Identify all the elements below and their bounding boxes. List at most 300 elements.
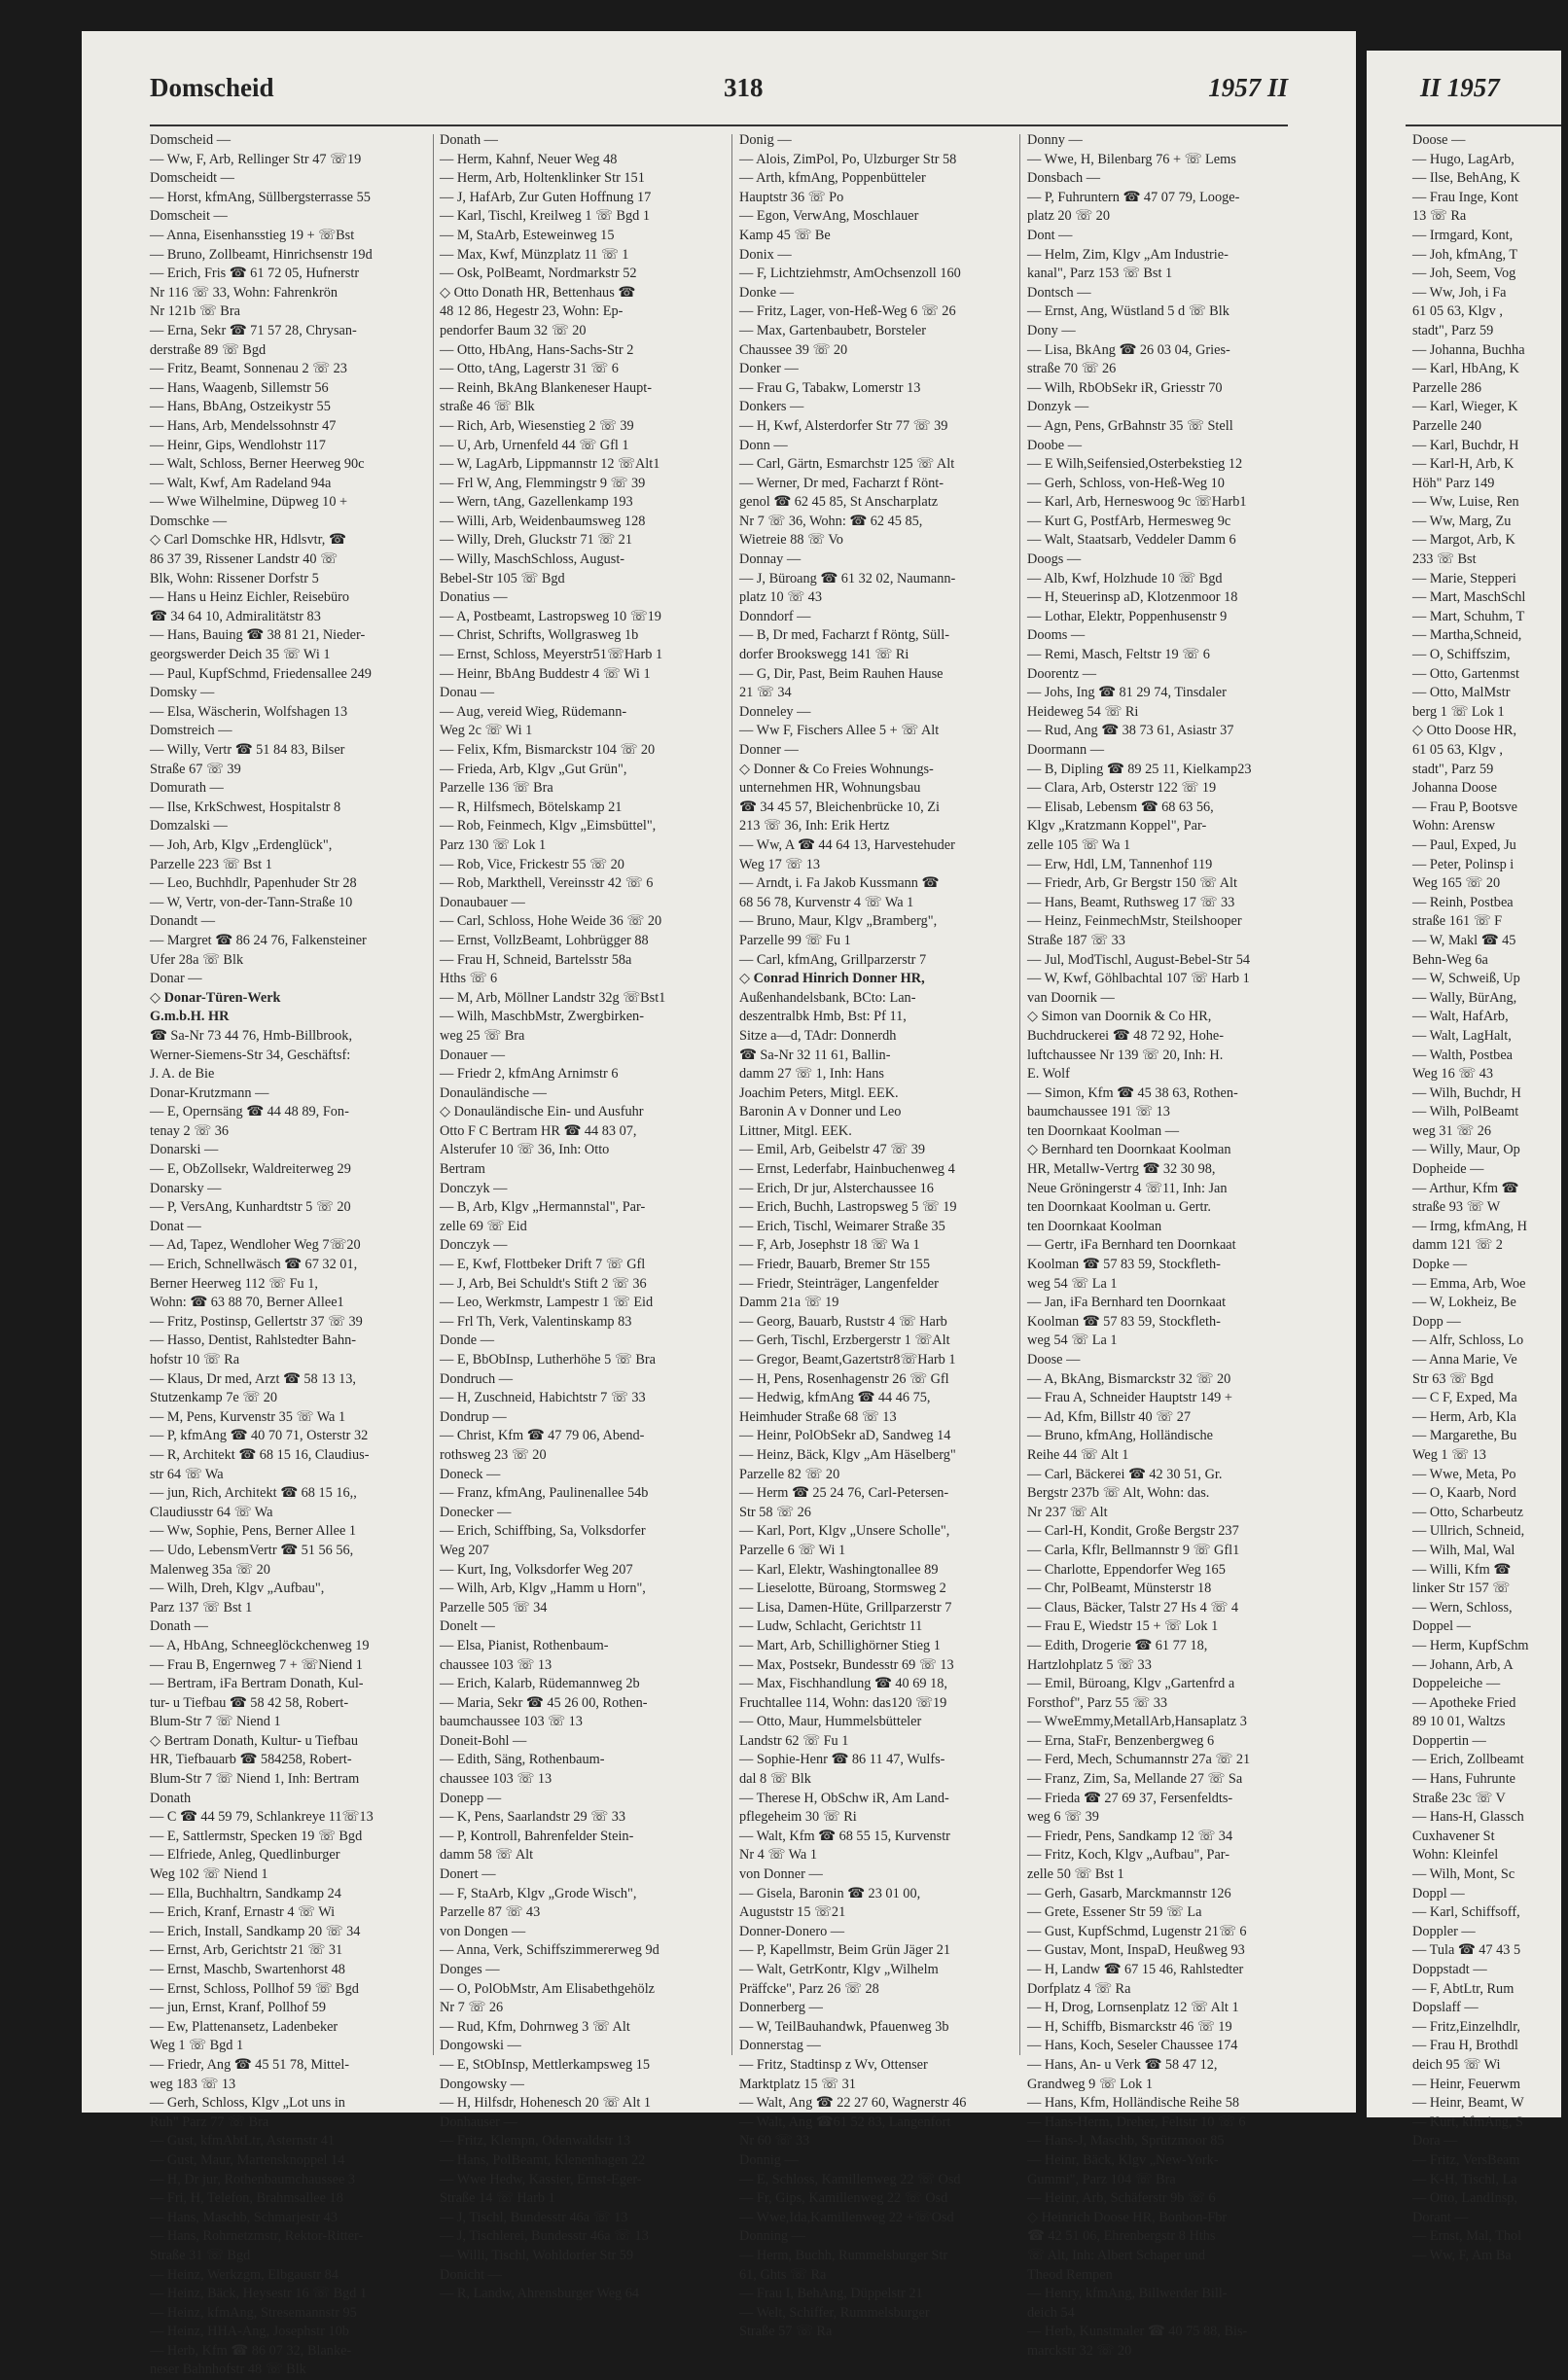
directory-entry-line: — J, Arb, Bei Schuldt's Stift 2 ☏ 36 <box>440 1275 647 1292</box>
directory-entry-line: — Arndt, i. Fa Jakob Kussmann ☎ <box>739 875 940 892</box>
directory-entry-line: 61, Ghts ☏ Ra <box>739 2266 827 2283</box>
directory-entry-line: Parz 137 ☏ Bst 1 <box>150 1599 253 1616</box>
directory-entry-line: — J, Büroang ☎ 61 32 02, Naumann- <box>739 570 956 586</box>
directory-entry-line: ◇ Heinrich Doose HR, Bonbon-Fbr <box>1027 2209 1228 2225</box>
directory-entry-line: marckstr 32 ☏ 20 <box>1027 2342 1132 2359</box>
directory-entry-line: — M, Pens, Kurvenstr 35 ☏ Wa 1 <box>150 1408 346 1425</box>
directory-entry-line: — H, Hilfsdr, Hohenesch 20 ☏ Alt 1 <box>440 2095 652 2112</box>
directory-entry-line: — Gustav, Mont, InspaD, Heußweg 93 <box>1027 1942 1245 1959</box>
directory-entry-line: Doose — <box>1412 132 1466 148</box>
directory-entry-line: — Rud, Kfm, Dohrnweg 3 ☏ Alt <box>440 2018 630 2035</box>
directory-entry-line: Donker — <box>739 361 799 377</box>
directory-entry-line: straße 46 ☏ Blk <box>440 399 535 415</box>
directory-entry-line: Weg 1 ☏ 13 <box>1412 1446 1486 1463</box>
directory-entry-line: ten Doornkaat Koolman <box>1027 1218 1162 1234</box>
directory-entry-line: — Johs, Ing ☎ 81 29 74, Tinsdaler <box>1027 685 1227 701</box>
directory-entry-line: ◇ Conrad Hinrich Donner HR, <box>739 971 925 987</box>
directory-entry-line: — Heinz, Werkzgm, Elbgaustr 84 <box>150 2266 339 2283</box>
directory-entry-line: Buchdruckerei ☎ 48 72 92, Hohe- <box>1027 1027 1225 1044</box>
directory-entry-line: — Ferd, Mech, Schumannstr 27a ☏ 21 <box>1027 1752 1251 1768</box>
directory-entry-line: — F, StaArb, Klgv „Grode Wisch", <box>440 1885 637 1901</box>
directory-entry-line: Malenweg 35a ☏ 20 <box>150 1561 270 1578</box>
directory-entry-line: — Gerh, Tischl, Erzbergerstr 1 ☏Alt <box>739 1332 950 1349</box>
directory-entry-line: — Leo, Buchhdlr, Papenhuder Str 28 <box>150 875 357 892</box>
directory-entry-line: — Hans, Maschb, Schmarjestr 43 <box>150 2209 338 2225</box>
directory-entry-line: — Hasso, Dentist, Rahlstedter Bahn- <box>150 1332 357 1349</box>
directory-entry-line: — Hans, Fuhrunte <box>1412 1771 1516 1788</box>
directory-entry-line: Bertram <box>440 1161 485 1178</box>
directory-entry-line: — Elisab, Lebensm ☎ 68 63 56, <box>1027 799 1214 815</box>
directory-entry-line: Auguststr 15 ☏21 <box>739 1904 846 1921</box>
directory-entry-line: ☎ 34 45 57, Bleichenbrücke 10, Zi <box>739 799 941 815</box>
directory-entry-line: — Willi, Tischl, Wohldorfer Str 59 <box>440 2247 634 2263</box>
directory-entry-line: Donndorf — <box>739 608 811 624</box>
directory-entry-line: Alsterufer 10 ☏ 36, Inh: Otto <box>440 1142 610 1158</box>
header-year: 1957 II <box>1208 73 1288 102</box>
directory-entry-line: — Fritz, Stadtinsp z Wv, Ottenser <box>739 2056 928 2073</box>
directory-entry-line: — Friedr 2, kfmAng Arnimstr 6 <box>440 1066 619 1083</box>
directory-entry-line: Doormann — <box>1027 742 1105 758</box>
directory-entry-line: — Gerh, Schloss, von-Heß-Weg 10 <box>1027 475 1225 491</box>
directory-entry-line: — F, Arb, Josephstr 18 ☏ Wa 1 <box>739 1237 920 1254</box>
directory-entry-line: — Hans, An- u Verk ☎ 58 47 12, <box>1027 2056 1218 2073</box>
directory-entry-line: — Emma, Arb, Woe <box>1412 1275 1526 1292</box>
directory-entry-line: Donn — <box>739 437 788 453</box>
directory-entry-line: pflegeheim 30 ☏ Ri <box>739 1809 857 1826</box>
directory-entry-line: — Walt, Staatsarb, Veddeler Damm 6 <box>1027 532 1236 549</box>
directory-entry-line: Straße 57 ☏ Ra <box>739 2324 833 2340</box>
directory-entry-line: Nr 60 ☏ 33 <box>739 2133 810 2149</box>
directory-entry-line: Straße 14 ☏ Harb 1 <box>440 2190 555 2207</box>
directory-entry-line: E. Wolf <box>1027 1066 1070 1083</box>
directory-entry-line: — H, Drog, Lornsenplatz 12 ☏ Alt 1 <box>1027 2000 1239 2016</box>
directory-entry-line: — Wern, Schloss, <box>1412 1599 1513 1616</box>
directory-entry-line: ☏ Alt, Inh: Albert Schaper und <box>1027 2247 1206 2263</box>
directory-entry-line: — Wwe Wilhelmine, Düpweg 10 + <box>150 494 348 511</box>
directory-entry-line: — Heinr, Beamt, W <box>1412 2095 1524 2112</box>
directory-entry-line: straße 161 ☏ F <box>1412 913 1503 930</box>
directory-entry-line: — Erich, Zollbeamt <box>1412 1752 1524 1768</box>
directory-entry-line: — Anna Marie, Ve <box>1412 1352 1517 1368</box>
directory-entry-line: — Wilh, RbObSekr iR, Griesstr 70 <box>1027 379 1223 396</box>
directory-entry-line: — E, BbObInsp, Lutherhöhe 5 ☏ Bra <box>440 1352 656 1368</box>
directory-entry-line: — Margret ☎ 86 24 76, Falkensteiner <box>150 932 367 948</box>
directory-entry-line: Joachim Peters, Mitgl. EEK. <box>739 1084 899 1101</box>
directory-entry-line: Dopke — <box>1412 1257 1467 1273</box>
column-divider <box>731 134 732 2055</box>
directory-entry-line: Str 58 ☏ 26 <box>739 1504 811 1520</box>
directory-entry-line: Doppel — <box>1412 1618 1471 1635</box>
directory-entry-line: Klgv „Kratzmann Koppel", Par- <box>1027 818 1207 835</box>
directory-entry-line: Heimhuder Straße 68 ☏ 13 <box>739 1408 897 1425</box>
directory-entry-line: Donicht — <box>440 2266 502 2283</box>
directory-entry-line: Littner, Mitgl. EEK. <box>739 1122 852 1139</box>
directory-entry-line: ☎ Sa-Nr 73 44 76, Hmb-Billbrook, <box>150 1027 353 1044</box>
directory-entry-line: — Herb, Kunstmaler ☎ 40 75 88, Bis- <box>1027 2324 1248 2340</box>
directory-entry-line: neser Bahnhofstr 48 ☏ Blk <box>150 2362 306 2378</box>
directory-entry-line: hofstr 10 ☏ Ra <box>150 1352 240 1368</box>
directory-entry-line: — Erich, Fris ☎ 61 72 05, Hufnerstr <box>150 266 360 282</box>
directory-entry-line: Straße 67 ☏ 39 <box>150 761 241 777</box>
directory-entry-line: luftchaussee Nr 139 ☏ 20, Inh: H. <box>1027 1047 1224 1063</box>
directory-entry-line: platz 20 ☏ 20 <box>1027 208 1110 225</box>
directory-entry-line: Otto F C Bertram HR ☎ 44 83 07, <box>440 1122 637 1139</box>
directory-entry-line: — Franz, kfmAng, Paulinenallee 54b <box>440 1485 649 1502</box>
directory-entry-line: Parz 130 ☏ Lok 1 <box>440 836 547 853</box>
directory-entry-line: Domscheidt — <box>150 170 234 187</box>
directory-entry-line: — A, BkAng, Bismarckstr 32 ☏ 20 <box>1027 1370 1231 1387</box>
directory-entry-line: Parzelle 240 <box>1412 417 1482 434</box>
directory-entry-line: 13 ☏ Ra <box>1412 208 1467 225</box>
directory-entry-line: Höh" Parz 149 <box>1412 475 1495 491</box>
directory-entry-line: — Frl Th, Verk, Valentinskamp 83 <box>440 1313 632 1330</box>
directory-entry-line: — H, Landw ☎ 67 15 46, Rahlstedter <box>1027 1962 1244 1977</box>
directory-entry-line: weg 183 ☏ 13 <box>150 2076 236 2092</box>
directory-entry-line: — M, Arb, Möllner Landstr 32g ☏Bst1 <box>440 989 666 1006</box>
directory-entry-line: straße 70 ☏ 26 <box>1027 361 1117 377</box>
directory-entry-line: Donix — <box>739 246 792 263</box>
directory-entry-line: tur- u Tiefbau ☎ 58 42 58, Robert- <box>150 1694 349 1711</box>
directory-entry-line: Parzelle 87 ☏ 43 <box>440 1904 541 1921</box>
directory-entry-line: — C ☎ 44 59 79, Schlankreye 11☏13 <box>150 1809 374 1826</box>
directory-entry-line: — W, Vertr, von-der-Tann-Straße 10 <box>150 894 353 910</box>
directory-entry-line: — Ludw, Schlacht, Gerichtstr 11 <box>739 1618 923 1635</box>
directory-entry-line: — W, Makl ☎ 45 <box>1412 932 1516 948</box>
directory-entry-line: — Karl-H, Arb, K <box>1412 456 1515 473</box>
directory-entry-line: — Erich, Kalarb, Rüdemannweg 2b <box>440 1676 640 1692</box>
directory-entry-line: Wietreie 88 ☏ Vo <box>739 532 843 549</box>
directory-entry-line: — Irmgard, Kont, <box>1412 227 1514 243</box>
directory-entry-line: — Frau I, BehAng, Düppelstr 21 <box>739 2286 923 2302</box>
directory-entry-line: — B, Dipling ☎ 89 25 11, Kielkamp23 <box>1027 761 1252 777</box>
directory-entry-line: — Reinh, BkAng Blankeneser Haupt- <box>440 379 652 396</box>
directory-entry-line: — E, Sattlermstr, Specken 19 ☏ Bgd <box>150 1828 363 1844</box>
directory-entry-line: Donny — <box>1027 132 1083 148</box>
directory-entry-line: — Frau P, Bootsve <box>1412 799 1518 815</box>
directory-entry-line: Dontsch — <box>1027 284 1091 301</box>
directory-entry-line: Weg 2c ☏ Wi 1 <box>440 723 533 739</box>
directory-entry-line: Dopslaff — <box>1412 2000 1479 2016</box>
directory-entry-line: Außenhandelsbank, BCto: Lan- <box>739 989 916 1006</box>
directory-entry-line: — Remi, Masch, Feltstr 19 ☏ 6 <box>1027 647 1210 663</box>
directory-entry-line: — Welt, Schiffer, Rummelsburger <box>739 2304 930 2321</box>
directory-entry-line: ◇ Simon van Doornik & Co HR, <box>1027 1009 1212 1025</box>
directory-entry-line: Wohn: Arensw <box>1412 818 1496 835</box>
directory-entry-line: Weg 17 ☏ 13 <box>739 856 821 872</box>
directory-entry-line: Domstreich — <box>150 723 232 739</box>
directory-entry-line: — Erich, Schnellwäsch ☎ 67 32 01, <box>150 1257 358 1273</box>
directory-entry-line: Gummi", Parz 104 ☏ Bra <box>1027 2171 1176 2187</box>
directory-entry-line: — Wilh, Mont, Sc <box>1412 1866 1515 1883</box>
directory-entry-line: — Ernst, Arb, Gerichtstr 21 ☏ 31 <box>150 1942 343 1959</box>
directory-entry-line: — Paul, KupfSchmd, Friedensallee 249 <box>150 665 372 682</box>
directory-entry-line: Dorfplatz 4 ☏ Ra <box>1027 1980 1131 1997</box>
directory-entry-line: HR, Metallw-Vertrg ☎ 32 30 98, <box>1027 1161 1216 1178</box>
directory-entry-line: — B, Arb, Klgv „Hermannstal", Par- <box>440 1199 646 1216</box>
page-number: 318 <box>724 73 764 102</box>
directory-entry-line: — J, Tischl, Bundesstr 46a ☏ 13 <box>440 2209 628 2225</box>
directory-entry-line: — Ilse, BehAng, K <box>1412 170 1520 187</box>
directory-entry-line: Weg 1 ☏ Bgd 1 <box>150 2038 244 2054</box>
directory-entry-line: Johanna Doose <box>1412 780 1497 797</box>
directory-column-3 <box>739 131 1031 2340</box>
directory-entry-line: Dongowski — <box>440 2038 521 2054</box>
directory-entry-line: — Karl, Port, Klgv „Unsere Scholle", <box>739 1523 950 1540</box>
directory-entry-line: tenay 2 ☏ 36 <box>150 1122 230 1139</box>
directory-entry-line: — Gertr, iFa Bernhard ten Doornkaat <box>1027 1237 1236 1254</box>
directory-entry-line: Hauptstr 36 ☏ Po <box>739 189 844 205</box>
directory-column-2 <box>440 131 733 2302</box>
directory-entry-line: — Friedr, Pens, Sandkamp 12 ☏ 34 <box>1027 1828 1233 1844</box>
directory-entry-line: — Ernst, Mal, Thol <box>1412 2228 1522 2245</box>
directory-entry-line: — Hans, BbAng, Ostzeikystr 55 <box>150 399 331 415</box>
directory-entry-line: — Edith, Säng, Rothenbaum- <box>440 1752 605 1768</box>
directory-entry-line: — Fritz,Einzelhdlr, <box>1412 2018 1520 2035</box>
directory-entry-line: — jun, Ernst, Kranf, Pollhof 59 <box>150 2000 327 2016</box>
directory-entry-line: — Ernst, VollzBeamt, Lohbrügger 88 <box>440 932 649 948</box>
directory-entry-line: damm 121 ☏ 2 <box>1412 1237 1503 1254</box>
directory-entry-line: — Wwe, Meta, Po <box>1412 1466 1516 1482</box>
directory-entry-line: — Walt, Ang ☎61 52 83, Langenfort <box>739 2114 951 2130</box>
directory-entry-line: — Frau G, Tabakw, Lomerstr 13 <box>739 379 921 396</box>
directory-entry-line: weg 54 ☏ La 1 <box>1027 1332 1118 1349</box>
directory-entry-line: — Walt, Ang ☎ 22 27 60, Wagnerstr 46 <box>739 2095 967 2112</box>
directory-entry-line: — Max, Fischhandlung ☎ 40 69 18, <box>739 1676 947 1692</box>
directory-entry-line: — Alois, ZimPol, Po, Ulzburger Str 58 <box>739 151 957 167</box>
directory-entry-line: — Margot, Arb, K <box>1412 532 1515 549</box>
directory-entry-line: — M, StaArb, Esteweinweg 15 <box>440 227 615 243</box>
directory-entry-line: Parzelle 6 ☏ Wi 1 <box>739 1542 846 1558</box>
directory-entry-line: — Marie, Stepperi <box>1412 570 1516 586</box>
directory-column-5 <box>1412 131 1568 2263</box>
directory-entry-line: baumchaussee 191 ☏ 13 <box>1027 1104 1170 1120</box>
directory-entry-line: — Willy, Vertr ☎ 51 84 83, Bilser <box>150 742 345 758</box>
directory-entry-line: Doppstadt — <box>1412 1962 1487 1977</box>
directory-entry-line: 86 37 39, Rissener Landstr 40 ☏ <box>150 551 338 568</box>
directory-entry-line: damm 27 ☏ 1, Inh: Hans <box>739 1066 884 1083</box>
directory-entry-line: — Clara, Arb, Osterstr 122 ☏ 19 <box>1027 780 1217 797</box>
directory-entry-line: Nr 237 ☏ Alt <box>1027 1504 1108 1520</box>
directory-entry-line: — Bruno, kfmAng, Holländische <box>1027 1428 1213 1444</box>
directory-entry-line: Donnerberg — <box>739 2000 823 2016</box>
directory-entry-line: Forsthof", Parz 55 ☏ 33 <box>1027 1694 1168 1711</box>
directory-entry-line: van Doornik — <box>1027 989 1115 1006</box>
directory-entry-line: — Werner, Dr med, Facharzt f Rönt- <box>739 475 944 491</box>
directory-entry-line: deich 54 <box>1027 2304 1075 2321</box>
directory-entry-line: — Carl, Bäckerei ☎ 42 30 51, Gr. <box>1027 1466 1223 1482</box>
page-header <box>150 73 1288 112</box>
directory-entry-line: — Karl, Buchdr, H <box>1412 437 1519 453</box>
directory-entry-line: weg 6 ☏ 39 <box>1027 1809 1099 1826</box>
directory-entry-line: Ufer 28a ☏ Blk <box>150 951 244 968</box>
directory-entry-line: Wohn: ☎ 63 88 70, Berner Allee1 <box>150 1295 344 1311</box>
directory-entry-line: Dont — <box>1027 227 1073 243</box>
directory-entry-line: — H, Steuerinsp aD, Klotzenmoor 18 <box>1027 589 1238 606</box>
directory-entry-line: Doppl — <box>1412 1885 1465 1901</box>
directory-entry-line: — Mart, Arb, Schillighörner Stieg 1 <box>739 1637 941 1653</box>
directory-entry-line: — Erich, Dr jur, Alsterchaussee 16 <box>739 1180 934 1196</box>
directory-entry-line: — Karl, Tischl, Kreilweg 1 ☏ Bgd 1 <box>440 208 651 225</box>
directory-entry-line: — E, Schloss, Kamillenweg 22 ☏ Osd <box>739 2171 961 2187</box>
directory-entry-line: — Ernst, Maschb, Swartenhorst 48 <box>150 1962 345 1977</box>
directory-entry-line: Nr 4 ☏ Wa 1 <box>739 1847 817 1864</box>
directory-entry-line: — Ernst, Schloss, Meyerstr51☏Harb 1 <box>440 647 663 663</box>
directory-entry-line: — Friedr, Steinträger, Langenfelder <box>739 1275 939 1292</box>
directory-entry-line: — Frau B, Engernweg 7 + ☏Niend 1 <box>150 1656 363 1673</box>
directory-entry-line: — jun, Rich, Architekt ☎ 68 15 16,, <box>150 1485 357 1502</box>
directory-entry-line: — Heinz, Bäck, Heysestr 16 ☏ Bgd 1 <box>150 2286 368 2302</box>
directory-entry-line: Hths ☏ 6 <box>440 971 498 987</box>
directory-entry-line: Straße 187 ☏ 33 <box>1027 932 1125 948</box>
directory-entry-line: — Ullrich, Schneid, <box>1412 1523 1525 1540</box>
directory-entry-line: — Anna, Verk, Schiffszimmererweg 9d <box>440 1942 659 1959</box>
directory-entry-line: — Heinz, Bäck, Klgv „Am Häselberg" <box>739 1446 956 1463</box>
directory-entry-line: Straße 31 ☏ Bgd <box>150 2247 251 2263</box>
directory-entry-line: Donczyk — <box>440 1237 508 1254</box>
directory-entry-line: Donning — <box>739 2228 805 2245</box>
directory-entry-line: Donner — <box>739 742 799 758</box>
directory-entry-line: Dooms — <box>1027 627 1086 644</box>
directory-entry-line: — Fr, Gips, Kamillenweg 22 ☏ Osd <box>739 2190 948 2207</box>
directory-entry-line: 68 56 78, Kurvenstr 4 ☏ Wa 1 <box>739 894 914 910</box>
directory-entry-line: Claudiusstr 64 ☏ Wa <box>150 1504 273 1520</box>
directory-entry-line: Parzelle 505 ☏ 34 <box>440 1599 548 1616</box>
directory-entry-line: chaussee 103 ☏ 13 <box>440 1771 552 1788</box>
directory-entry-line: ◇ Otto Donath HR, Bettenhaus ☎ <box>440 284 636 301</box>
directory-entry-line: Ruh" Parz 77 ☏ Bra <box>150 2114 269 2130</box>
directory-entry-line: — H, Kwf, Alsterdorfer Str 77 ☏ 39 <box>739 417 948 434</box>
directory-entry-line: — Hans-J, Maschb, Sprützmoor 85 <box>1027 2133 1225 2149</box>
directory-entry-line: Nr 7 ☏ 36, Wohn: ☎ 62 45 85, <box>739 513 923 529</box>
directory-entry-line: — Hans, Rohrnetzmstr, Rektor-Ritter- <box>150 2228 364 2245</box>
directory-entry-line: — W, Schweiß, Up <box>1412 971 1520 987</box>
directory-entry-line: — Jan, iFa Bernhard ten Doornkaat <box>1027 1295 1227 1311</box>
directory-entry-line: — Max, Gartenbaubetr, Borsteler <box>739 322 926 338</box>
directory-entry-line: — Martha,Schneid, <box>1412 627 1522 644</box>
directory-entry-line: str 64 ☏ Wa <box>150 1466 224 1482</box>
directory-entry-line: — P, Kapellmstr, Beim Grün Jäger 21 <box>739 1942 951 1959</box>
directory-entry-line: — Mart, Schuhm, T <box>1412 608 1525 624</box>
directory-entry-line: — Ew, Plattenansetz, Ladenbeker <box>150 2018 339 2035</box>
directory-entry-line: Parzelle 223 ☏ Bst 1 <box>150 856 272 872</box>
directory-entry-line: Donatius — <box>440 589 508 606</box>
directory-entry-line: — Ernst, Ang, Wüstland 5 d ☏ Blk <box>1027 303 1229 320</box>
directory-entry-line: Grandweg 9 ☏ Lok 1 <box>1027 2076 1154 2092</box>
directory-entry-line: — Egon, VerwAng, Moschlauer <box>739 208 919 225</box>
directory-entry-line: — Hans, Beamt, Ruthsweg 17 ☏ 33 <box>1027 894 1235 910</box>
directory-entry-line: ◇ Bertram Donath, Kultur- u Tiefbau <box>150 1732 359 1749</box>
directory-entry-line: HR, Tiefbauarb ☎ 584258, Robert- <box>150 1752 352 1768</box>
directory-entry-line: 61 05 63, Klgv , <box>1412 742 1503 758</box>
directory-entry-line: — E, ObZollsekr, Waldreiterweg 29 <box>150 1161 351 1178</box>
directory-entry-line: — Walt, LagHalt, <box>1412 1027 1512 1044</box>
directory-entry-line: ten Doornkaat Koolman u. Gertr. <box>1027 1199 1211 1216</box>
directory-entry-line: — J, HafArb, Zur Guten Hoffnung 17 <box>440 189 652 205</box>
directory-entry-line: — Max, Postsekr, Bundesstr 69 ☏ 13 <box>739 1656 954 1673</box>
directory-entry-line: — Elsa, Pianist, Rothenbaum- <box>440 1637 609 1653</box>
directory-entry-line: G.m.b.H. HR <box>150 1009 230 1025</box>
directory-entry-line: — Wilh, Mal, Wal <box>1412 1542 1515 1558</box>
directory-entry-line: — Ad, Kfm, Billstr 40 ☏ 27 <box>1027 1408 1192 1425</box>
directory-entry-line: — Chr, PolBeamt, Münsterstr 18 <box>1027 1581 1212 1597</box>
directory-entry-line: Donzyk — <box>1027 399 1089 415</box>
directory-entry-line: — Heinz, FeinmechMstr, Steilshooper <box>1027 913 1242 930</box>
directory-entry-line: — Wilh, Arb, Klgv „Hamm u Horn", <box>440 1581 646 1597</box>
directory-entry-line: — Hedwig, kfmAng ☎ 44 46 75, <box>739 1390 931 1406</box>
directory-entry-line: 213 ☏ 36, Inh: Erik Hertz <box>739 818 890 835</box>
directory-entry-line: — Jul, ModTischl, August-Bebel-Str 54 <box>1027 951 1251 968</box>
directory-entry-line: Cuxhavener St <box>1412 1828 1495 1844</box>
directory-entry-line: — Osk, PolBeamt, Nordmarkstr 52 <box>440 266 637 282</box>
directory-entry-line: — Reinh, Postbea <box>1412 894 1514 910</box>
directory-entry-line: — Erna, Sekr ☎ 71 57 28, Chrysan- <box>150 322 357 338</box>
directory-entry-line: Donecker — <box>440 1504 512 1520</box>
directory-entry-line: — Joh, Arb, Klgv „Erdenglück", <box>150 836 333 853</box>
directory-entry-line: Str 63 ☏ Bgd <box>1412 1370 1494 1387</box>
directory-entry-line: — Walt, Kfm ☎ 68 55 15, Kurvenstr <box>739 1828 950 1844</box>
column-divider <box>1019 134 1020 2055</box>
directory-entry-line: — C F, Exped, Ma <box>1412 1390 1517 1406</box>
directory-entry-line: — Wilh, Dreh, Klgv „Aufbau", <box>150 1581 325 1597</box>
directory-entry-line: 48 12 86, Hegestr 23, Wohn: Ep- <box>440 303 624 320</box>
directory-entry-line: Bergstr 237b ☏ Alt, Wohn: das. <box>1027 1485 1210 1502</box>
directory-entry-line: — Hans, PolBeamt, Klenenhagen 22 <box>440 2151 646 2168</box>
directory-entry-line: — Frieda ☎ 27 69 37, Fersenfeldts- <box>1027 1790 1233 1806</box>
directory-entry-line: Baronin A v Donner und Leo <box>739 1104 902 1120</box>
directory-entry-line: — Elfriede, Anleg, Quedlinburger <box>150 1847 340 1864</box>
directory-entry-line: Donneley — <box>739 703 811 720</box>
directory-entry-line: — Ella, Buchhaltrn, Sandkamp 24 <box>150 1885 341 1901</box>
directory-entry-line: — Christ, Kfm ☎ 47 79 06, Abend- <box>440 1428 645 1444</box>
directory-entry-line: — Walt, HafArb, <box>1412 1009 1509 1025</box>
directory-entry-line: — Georg, Bauarb, Ruststr 4 ☏ Harb <box>739 1313 947 1330</box>
directory-entry-line: — Ww F, Fischers Allee 5 + ☏ Alt <box>739 723 940 739</box>
directory-entry-line: — R, Landw, Ahrensburger Weg 64 <box>440 2286 640 2302</box>
header-rule <box>150 124 1288 126</box>
directory-entry-line: Dorant — <box>1412 2209 1469 2225</box>
directory-entry-line: genol ☎ 62 45 85, St Anscharplatz <box>739 494 939 511</box>
directory-entry-line: ☎ Sa-Nr 32 11 61, Ballin- <box>739 1047 891 1063</box>
directory-entry-line: — Hans-H, Glassch <box>1412 1809 1524 1826</box>
directory-entry-line: — Herm, Arb, Kla <box>1412 1408 1516 1425</box>
directory-entry-line: — Wally, BürAng, <box>1412 989 1517 1006</box>
directory-entry-line: Stutzenkamp 7e ☏ 20 <box>150 1390 278 1406</box>
directory-entry-line: — Aug, vereid Wieg, Rüdemann- <box>440 703 627 720</box>
directory-entry-line: Doppertin — <box>1412 1732 1486 1749</box>
directory-entry-line: — K, Pens, Saarlandstr 29 ☏ 33 <box>440 1809 626 1826</box>
directory-entry-line: weg 54 ☏ La 1 <box>1027 1275 1118 1292</box>
directory-entry-line: — A, HbAng, Schneeglöckchenweg 19 <box>150 1637 370 1653</box>
directory-entry-line: Donar-Krutzmann — <box>150 1084 269 1101</box>
directory-entry-line: Donhauser — <box>440 2114 517 2130</box>
directory-entry-line: Donau — <box>440 685 494 701</box>
directory-entry-line: Nr 116 ☏ 33, Wohn: Fahrenkrön <box>150 284 339 301</box>
directory-entry-line: berg 1 ☏ Lok 1 <box>1412 703 1505 720</box>
directory-entry-line: — Hans, Kfm, Holländische Reihe 58 <box>1027 2095 1239 2112</box>
directory-entry-line: Dongowsky — <box>440 2076 524 2092</box>
directory-entry-line: — Herm, Buchh, Rummelsburger Str <box>739 2247 948 2263</box>
directory-entry-line: deszentralbk Hmb, Bst: Pf 11, <box>739 1009 907 1025</box>
directory-entry-line: — Gerh, Schloss, Klgv „Lot uns in <box>150 2095 345 2112</box>
directory-entry-line: — Fritz, Beamt, Sonnenau 2 ☏ 23 <box>150 361 347 377</box>
directory-entry-line: — Willy, Maur, Op <box>1412 1142 1520 1158</box>
directory-entry-line: — Friedr, Ang ☎ 45 51 78, Mittel- <box>150 2056 350 2073</box>
directory-entry-line: Donsbach — <box>1027 170 1101 187</box>
directory-entry-line: Weg 16 ☏ 43 <box>1412 1066 1494 1083</box>
directory-entry-line: — Erw, Hdl, LM, Tannenhof 119 <box>1027 856 1213 872</box>
directory-entry-line: 89 10 01, Waltzs <box>1412 1714 1506 1730</box>
directory-entry-line: — Bertram, iFa Bertram Donath, Kul- <box>150 1676 364 1692</box>
